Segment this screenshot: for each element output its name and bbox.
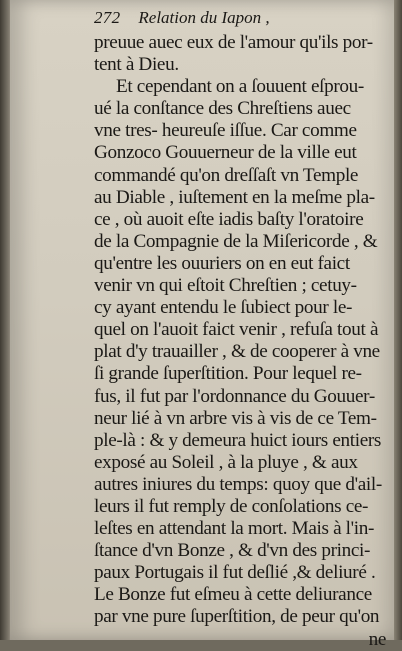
- text-line: quel on l'auoit faict venir , refuſa tout à: [94, 319, 379, 341]
- text-line: leurs il fut remply de conſolations ce-: [94, 495, 369, 517]
- text-line: exposé au Soleil , à la pluye , & aux: [94, 451, 358, 473]
- text-line: commandé qu'on dreſſaſt vn Temple: [94, 164, 359, 186]
- text-line: par vne pure ſuperſtition, de peur qu'on: [94, 606, 380, 628]
- book-page: [10, 0, 394, 650]
- text-line: vne tres- heureuſe iſſue. Car comme: [94, 120, 357, 142]
- text-line: plat d'y trauailler , & de cooperer à vne: [94, 341, 380, 363]
- text-line: ſtance d'vn Bonze , & d'vn des princi-: [94, 540, 371, 562]
- text-line: tent à Dieu.: [94, 54, 179, 76]
- catchword: ne: [368, 628, 386, 650]
- text-line: venir vn qui eſtoit Chreſtien ; cetuy-: [94, 275, 357, 297]
- text-line: leſtes en attendant la mort. Mais à l'in-: [94, 518, 375, 540]
- text-line: qu'entre les ouuriers on en eut faict: [94, 252, 350, 274]
- text-line: ſi grande ſuperſtition. Pour lequel re-: [94, 363, 362, 385]
- text-line: Gonzoco Gouuerneur de la ville eut: [94, 142, 357, 164]
- text-line: preuue auec eux de l'amour qu'ils por-: [94, 32, 373, 53]
- text-line: paux Portugais il fut deſlié ,& deliuré .: [94, 562, 376, 584]
- text-line: Le Bonze fut eſmeu à cette deliurance: [94, 584, 372, 606]
- page-header: [94, 8, 392, 28]
- text-line: ué la conſtance des Chreſtiens auec: [94, 98, 351, 120]
- text-line: cy ayant entendu le ſubiect pour le-: [94, 297, 353, 319]
- page-content: [94, 8, 392, 651]
- text-line: de la Compagnie de la Miſericorde , &: [94, 230, 378, 252]
- body-text: [94, 32, 392, 629]
- text-line: ce , où auoit eſte iadis baſty l'oratoire: [94, 208, 364, 230]
- text-line: Et cependant on a ſouuent eſprou-: [116, 76, 364, 98]
- page-number: 272: [94, 8, 121, 27]
- text-line: ple-là : & y demeura huict iours entiers: [94, 429, 382, 451]
- text-line: au Diable , iuſtement en la meſme pla-: [94, 186, 375, 208]
- text-line: neur lié à vn arbre vis à vis de ce Tem-: [94, 407, 377, 429]
- text-line: autres iniures du temps: quoy que d'ail-: [94, 473, 382, 495]
- text-line: fus, il fut par l'ordonnance du Gouuer-: [94, 385, 375, 407]
- running-title: Relation du Iapon ,: [138, 8, 270, 27]
